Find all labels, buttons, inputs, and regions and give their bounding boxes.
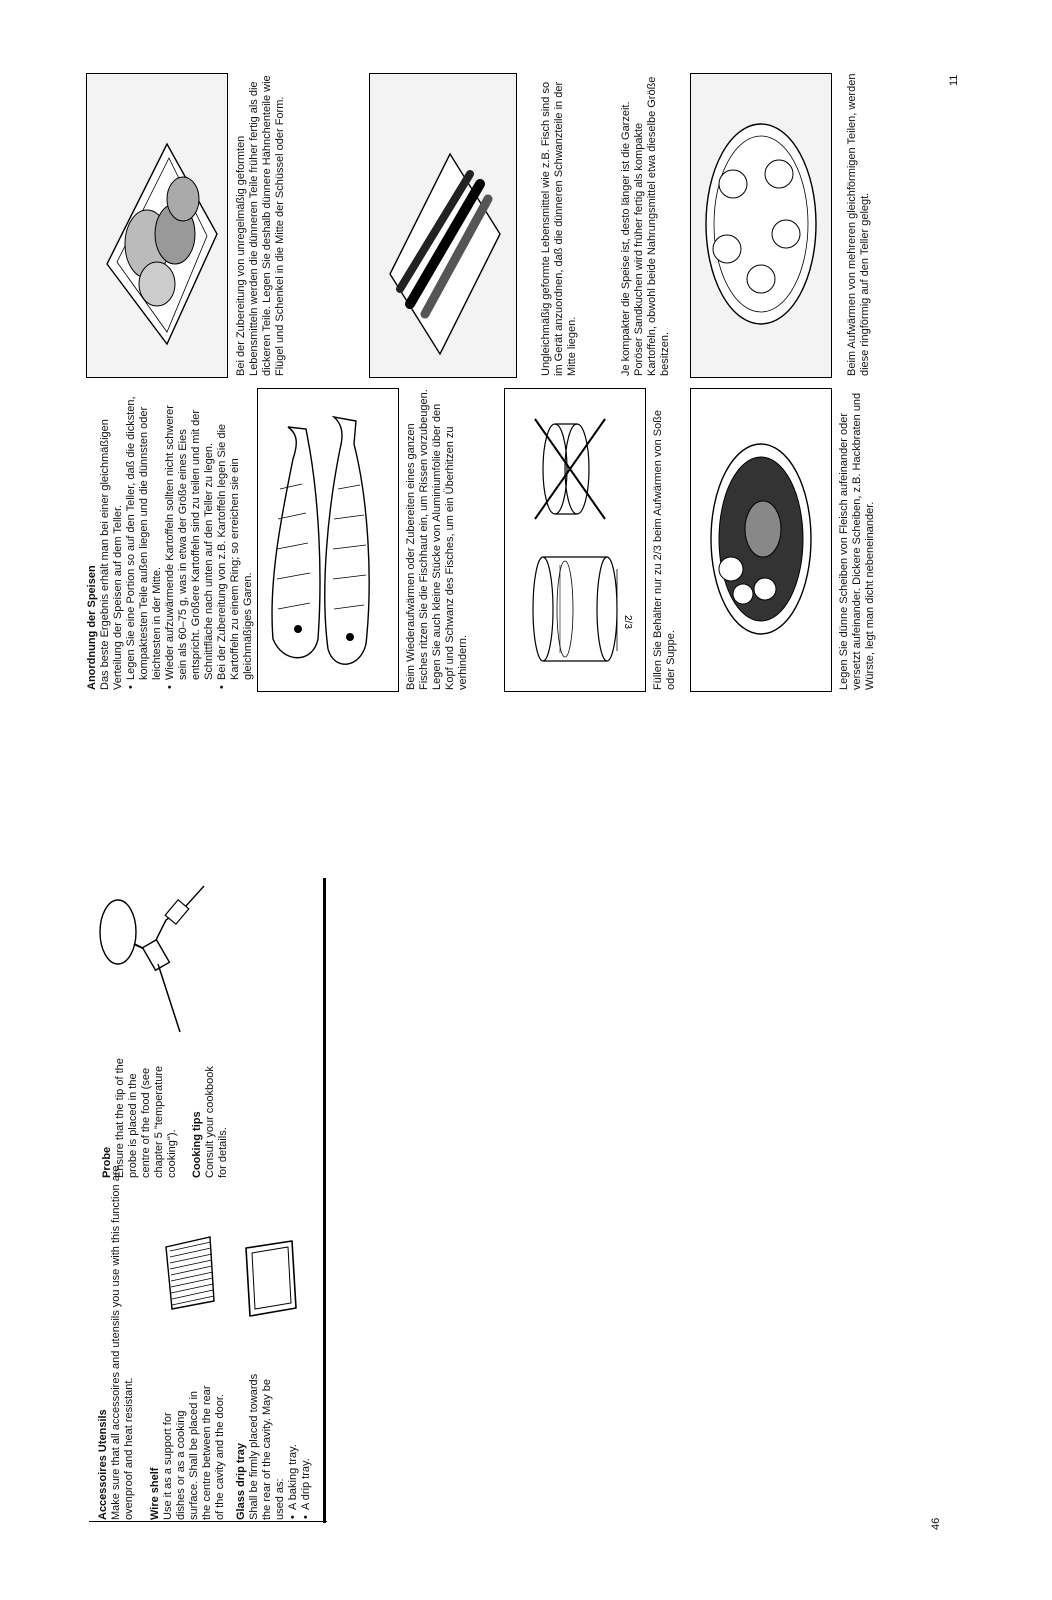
- container-caption: Füllen Sie Behälter nur zu 2/3 beim Aufwärmen von Soße oder Suppe.: [652, 409, 677, 690]
- glass-tray-text: Shall be firmly placed towards the rear of the cavity. May be used as:: [248, 1373, 286, 1520]
- plate-caption: Legen Sie dünne Scheiben von Fleisch aufeinander oder versetzt aufeinander. Dickere Scheiben, z.B. Hackbraten und Würste, legt man dicht nebeneinander.: [838, 392, 876, 690]
- glass-tray-list: [287, 1370, 313, 1520]
- potato-caption: Je kompakter die Speise ist, desto länger ist die Garzeit. Poröser Sandkuchen wird früher fertig als kompakte Kartoffeln, obwohl beide Nahrungsmittel etwa dieselbe Größe besitzen.: [620, 76, 671, 376]
- glass-tray-block: [235, 1370, 313, 1520]
- chicken-caption-block: [235, 73, 287, 376]
- potato-caption-block: [620, 73, 672, 376]
- cooking-tips-text: Consult your cookbook for details.: [204, 1066, 229, 1178]
- wire-shelf-text: Use it as a support for dishes or as a cooking surface. Shall be placed in the centre between the rear of the cavity and the door.: [162, 1385, 226, 1520]
- list-item: • Wieder aufzuwärmende Kartoffeln sollten nicht schwerer sein als 60–75 g, was in etwa der Größe eines Eies entspricht. Größere Kartoffeln sind zu teilen und mit der Schnittfläche nach unten auf den Teller zu legen.: [164, 385, 216, 680]
- fish-caption: Beim Wiederaufwärmen oder Zubereiten eines ganzen Fisches ritzen Sie die Fischhaut ein, um Rissen vorzubeugen. Legen Sie auch kleine Stücke von Aluminiumfolie über den Kopf und Schwanz des Fisches, um ein Überhitzen zu verhindern.: [405, 389, 469, 690]
- plate-illustration: [690, 388, 832, 692]
- container-label: 2/3: [622, 615, 633, 629]
- anordnung-list: [125, 385, 255, 690]
- trout-illustration: [369, 73, 517, 378]
- anordnung-text-block: [86, 385, 255, 690]
- anordnung-heading: Anordnung der Speisen: [86, 565, 98, 690]
- list-item: • Legen Sie eine Portion so auf den Teller, daß die dicksten, kompaktesten Teile außen liegen und die dünnsten oder leichtesten in der Mitte.: [125, 385, 164, 680]
- accessories-heading: Accessoires Utensils: [97, 1409, 109, 1520]
- fish-illustration: [257, 388, 399, 692]
- wire-shelf-heading: Wire shelf: [149, 1467, 161, 1520]
- container-caption-block: [652, 385, 678, 690]
- list-item: • A baking tray.: [287, 1370, 300, 1510]
- column-rule: [323, 878, 326, 1523]
- trout-caption: Ungleichmäßig geformte Lebensmittel wie z.B. Fisch sind so im Gerät anzuordnen, daß die dünneren Schwanzteile in der Mitte liegen.: [540, 81, 578, 376]
- page-number-left: 46: [930, 1517, 942, 1530]
- ring-caption: Beim Aufwärmen von mehreren gleichförmigen Teilen, werden diese ringförmig auf den Teller gelegt.: [846, 73, 871, 376]
- probe-heading: Probe: [101, 1146, 113, 1178]
- probe-illustration: [96, 880, 211, 1040]
- trout-caption-block: [540, 73, 579, 376]
- anordnung-intro: Das beste Ergebnis erhält man bei einer gleichmäßigen Verteilung der Speisen auf dem Teller.: [99, 419, 124, 690]
- probe-block: [101, 1053, 230, 1178]
- container-illustration: [504, 388, 646, 692]
- section-rule: [89, 1521, 327, 1522]
- plate-caption-block: [838, 385, 877, 690]
- potato-ring-illustration: [690, 73, 832, 378]
- page-number-right: 11: [948, 74, 960, 86]
- ring-caption-block: [846, 73, 872, 376]
- accessories-intro-block: [97, 1120, 136, 1520]
- probe-text: Ensure that the tip of the probe is placed in the centre of the food (see chapter 5 "temperature cooking").: [114, 1058, 178, 1178]
- accessories-intro: Make sure that all accessoires and utensils you use with this function are ovenproof and heat resistant.: [110, 1165, 135, 1520]
- wire-shelf-illustration: [158, 1235, 218, 1310]
- fish-caption-block: [405, 385, 470, 690]
- chicken-caption: Bei der Zubereitung von unregelmäßig geformten Lebensmitteln werden die dünneren Teile früher fertig als die dickeren Teile. Legen Sie deshalb dünnere Hähnchenteile wie Flügel und Schenkel in die Mitte der Schüssel oder Form.: [235, 75, 286, 376]
- glass-tray-heading: Glass drip tray: [235, 1442, 247, 1520]
- glass-tray-illustration: [238, 1238, 300, 1318]
- list-item: • Bei der Zubereitung von z.B. Kartoffeln legen Sie die Kartoffeln zu einem Ring; so erreichen sie ein gleichmäßiges Garen.: [216, 385, 255, 680]
- chicken-illustration: [86, 73, 228, 378]
- wire-shelf-block: [149, 1382, 227, 1520]
- cooking-tips-heading: Cooking tips: [191, 1111, 203, 1178]
- list-item: • A drip tray.: [300, 1370, 313, 1510]
